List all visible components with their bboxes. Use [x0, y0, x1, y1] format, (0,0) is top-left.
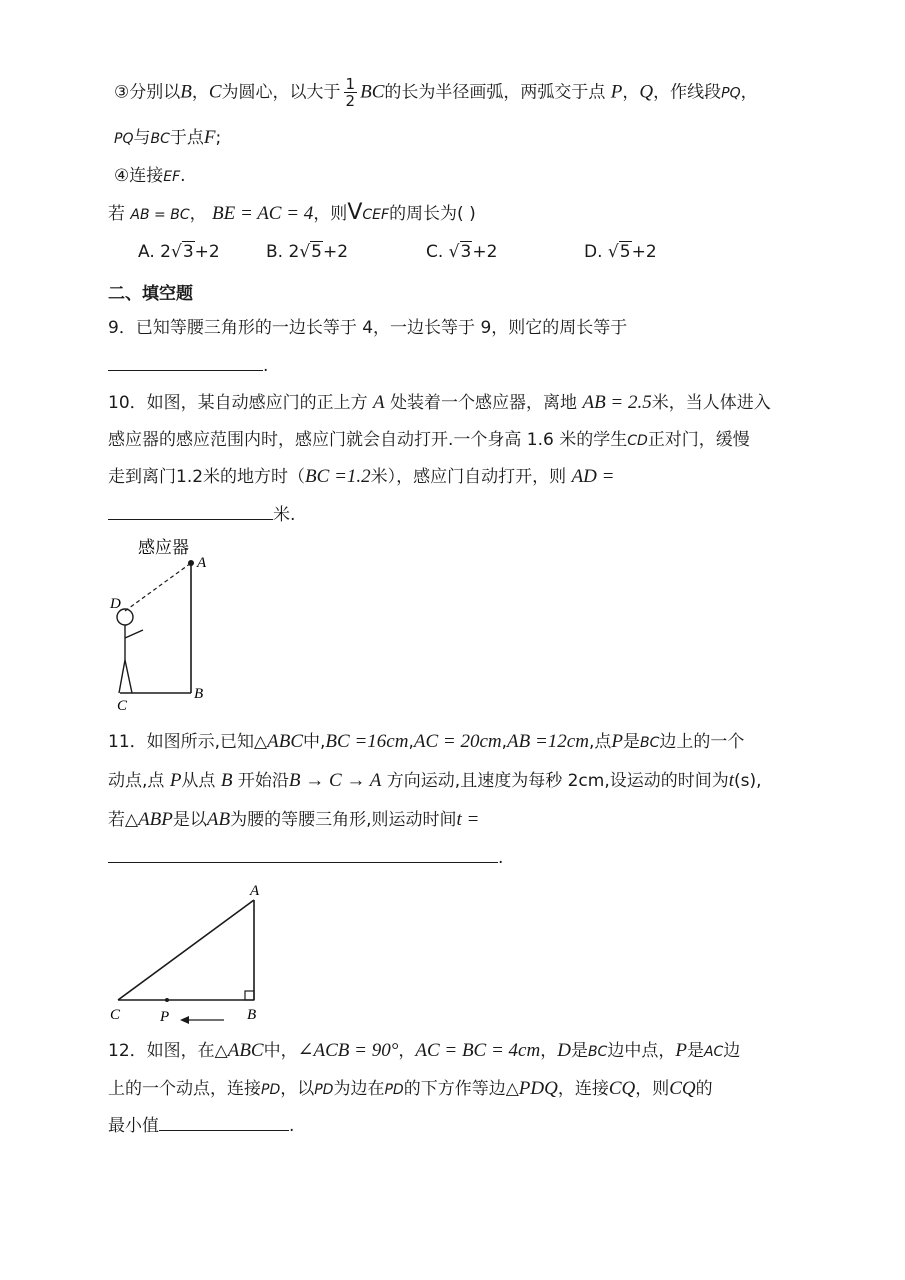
label-a: A: [250, 883, 260, 899]
q9-answer-line: .: [108, 354, 268, 378]
side-ca: [118, 900, 254, 1000]
q11-figure: [100, 875, 275, 1025]
q8-step3-line2: PQ与BC于点F;: [114, 127, 222, 148]
label-c: C: [110, 1007, 121, 1023]
q11-line1: 11．如图所示,已知△ABC中,BC =16cm,AC = 20cm,AB =12cm,点P是BC边上的一个: [108, 731, 745, 752]
answer-blank[interactable]: [159, 1116, 289, 1131]
q8-step4-line: ④连接EF.: [114, 166, 186, 186]
right-angle-mark: [245, 991, 254, 1000]
label-c: C: [117, 698, 128, 714]
q10-figure: [100, 532, 230, 717]
label-d: D: [110, 596, 121, 612]
label-p: P: [160, 1009, 170, 1025]
q10-answer-line: 米.: [108, 503, 295, 527]
q12-line3: 最小值 .: [108, 1116, 295, 1136]
label-b: B: [247, 1007, 257, 1023]
choice-c: C. √3+2: [426, 242, 498, 262]
student-leg-right: [125, 660, 132, 693]
answer-blank[interactable]: [108, 848, 498, 863]
fraction-half: $\frac{1}{2}$: [345, 75, 356, 110]
q8-condition-line: 若 AB = BC， BE = AC = 4，则VCEF的周长为( ): [108, 200, 476, 225]
q12-line1: 12．如图，在△ABC中，∠ACB = 90°，AC = BC = 4cm，D是BC边中点，P是AC边: [108, 1040, 741, 1061]
q10-line3: 走到离门1.2米的地方时（BC =1.2米），感应门自动打开，则 AD =: [108, 466, 615, 487]
answer-blank[interactable]: [108, 505, 273, 520]
q11-answer-line: .: [108, 846, 503, 870]
choice-d: D. √5+2: [584, 242, 657, 262]
choice-b: B. 2√5+2: [266, 242, 349, 262]
answer-blank[interactable]: [108, 356, 263, 371]
q12-line2: 上的一个动点，连接PD，以PD为边在PD的下方作等边△PDQ，连接CQ，则CQ的: [108, 1078, 713, 1099]
sensor-label: 感应器: [138, 538, 189, 557]
choice-a: A. 2√3+2: [138, 242, 220, 262]
label-b: B: [194, 686, 204, 702]
q9-text: 9．已知等腰三角形的一边长等于 4，一边长等于 9，则它的周长等于: [108, 318, 628, 338]
dashed-line-da: [125, 563, 191, 611]
section-heading: 二、填空题: [108, 284, 193, 304]
q11-line3: 若△ABP是以AB为腰的等腰三角形,则运动时间t =: [108, 809, 480, 830]
q10-line2: 感应器的感应范围内时，感应门就会自动打开.一个身高 1.6 米的学生CD正对门，缓慢: [108, 430, 750, 450]
student-arm: [125, 630, 143, 638]
student-leg-left: [119, 660, 125, 693]
q10-line1: 10．如图，某自动感应门的正上方 A 处装着一个感应器，离地 AB = 2.5米，当人体进入: [108, 392, 771, 413]
label-a: A: [197, 555, 207, 571]
point-p: [165, 998, 169, 1002]
q8-step3-line: ③分别以B，C为圆心，以大于 $\frac{1}{2}$ BC的长为半径画弧，两弧交于点 P，Q，作线段PQ，: [114, 75, 758, 110]
arrow-left-icon: [180, 1016, 189, 1024]
q11-line2: 动点,点 P从点 B 开始沿B → C → A 方向运动,且速度为每秒 2cm,设运动的时间为t(s),: [108, 770, 762, 791]
